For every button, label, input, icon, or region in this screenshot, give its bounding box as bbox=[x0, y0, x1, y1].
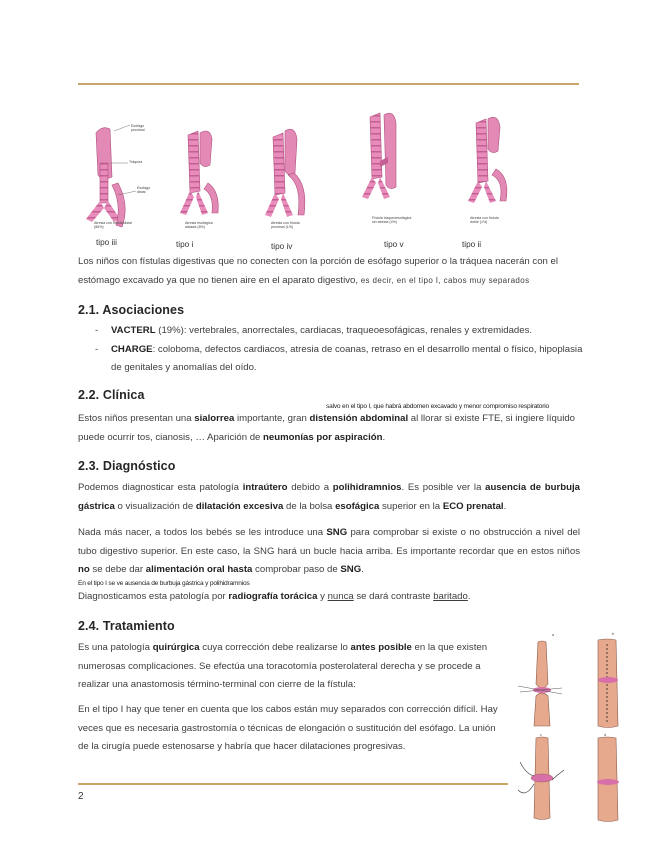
tipo-ii-diagram bbox=[468, 117, 507, 203]
diagnostico-paragraph-1: Podemos diagnosticar esta patología intraútero debido a polihidramnios. Es posible ver la ausencia de burbuja gástrica o visualización de dilatación excesiva de la bolsa esofágica superior en la ECO prenatal. bbox=[78, 482, 580, 512]
caption-tipo-ii: Atresia con fístula doble (1%) bbox=[470, 216, 499, 225]
page-number: 2 bbox=[78, 791, 84, 802]
section-tratamiento-title: 2.4. Tratamiento bbox=[78, 619, 175, 633]
list-item: - CHARGE: coloboma, defectos cardiacos, atresia de coanas, retraso en el desarrollo mental o físico, hipoplasia de genitales y anomalías del oído. bbox=[95, 341, 585, 378]
caption-tipo-iv: Atresia con fístula proximal (1%) bbox=[271, 221, 300, 230]
header-rule bbox=[78, 83, 579, 85]
callout-traquea: Tráquea bbox=[129, 160, 143, 164]
list-item: - VACTERL (19%): vertebrales, anorrectales, cardiacas, traqueoesofágicas, renales y extremidades. bbox=[95, 322, 585, 341]
tipo-iii-diagram bbox=[86, 128, 125, 227]
intro-handwritten-note: es decir, en el tipo I, cabos muy separados bbox=[360, 275, 530, 285]
surgery-label-b: b bbox=[612, 632, 614, 636]
label-tipo-iv: tipo iv bbox=[271, 242, 293, 251]
diagnostico-handwritten-note: En el tipo I se ve ausencia de burbuja gástrica y polihidramnios bbox=[78, 580, 250, 587]
clinica-paragraph: Estos niños presentan una sialorrea importante, gran distensión abdominal al llorar si existe FTE, si ingiere líquido puede ocurrir tos, cianosis, … Aparición de neumonías por aspiración. bbox=[78, 413, 576, 443]
tratamiento-paragraph-1: Es una patología quirúrgica cuya corrección debe realizarse lo antes posible en la que existen numerosas complicaciones. Se efectúa una toracotomía posterolateral derecha y se procede a realizar una anastomosis término-terminal con cierre de la fístula: bbox=[78, 642, 488, 690]
section-clinica-title: 2.2. Clínica bbox=[78, 388, 145, 402]
section-diagnostico-title: 2.3. Diagnóstico bbox=[78, 459, 176, 473]
label-tipo-ii: tipo ii bbox=[462, 240, 482, 249]
surgery-label-d: d bbox=[604, 733, 606, 737]
asociaciones-list bbox=[95, 322, 585, 378]
section-asociaciones-title: 2.1. Asociaciones bbox=[78, 303, 185, 317]
surgery-label-a: a bbox=[552, 633, 554, 637]
tipo-iv-diagram bbox=[265, 129, 305, 217]
callout-esofago-distal: Esófago distal bbox=[137, 186, 151, 195]
intro-paragraph: Los niños con fístulas digestivas que no conecten con la porción de esófago superior o la tráquea nacerán con el estómago excavado ya que no tienen aire en el aparato digestivo, es decir, en el tipo I, cabos muy separados bbox=[78, 256, 559, 286]
tipo-i-diagram bbox=[180, 131, 218, 215]
tipo-v-diagram bbox=[362, 113, 396, 199]
callout-esofago-proximal: Esófago proximal bbox=[131, 124, 145, 133]
caption-tipo-i: Atresia esofágica aislada (8%) bbox=[185, 221, 213, 230]
diagnostico-paragraph-2: Nada más nacer, a todos los bebés se les introduce una SNG para comprobar si existe o no obstrucción a nivel del tubo digestivo superior. En este caso, la SNG hará un bucle hacia arriba. Es importante recordar que en estos niños no se debe dar alimentación oral hasta comprobar paso de SNG. bbox=[78, 527, 581, 575]
surgery-label-c: c bbox=[540, 733, 542, 737]
caption-tipo-v: Fístula traqueoesofágica sin atresia (4%) bbox=[372, 216, 412, 225]
tratamiento-paragraph-2: En el tipo I hay que tener en cuenta que los cabos están muy separados con corrección difícil. Hay veces que es necesaria gastrostomía o técnicas de elongación o sustitución del esófago. La unión de la cirugía puede estenosarse y habría que hacer dilataciones progresivas. bbox=[78, 704, 498, 752]
caption-tipo-iii: Atresia con fístula distal (86%) bbox=[94, 221, 132, 230]
surgery-figure bbox=[514, 630, 630, 830]
label-tipo-v: tipo v bbox=[384, 240, 404, 249]
label-tipo-iii: tipo iii bbox=[96, 238, 117, 247]
clinica-handwritten-note: salvo en el tipo I, que habrá abdomen excavado y menor compromiso respiratorio bbox=[326, 403, 550, 410]
diagnostico-paragraph-3: Diagnosticamos esta patología por radiografía torácica y nunca se dará contraste baritado. bbox=[78, 591, 471, 602]
footer-rule bbox=[78, 783, 508, 785]
label-tipo-i: tipo i bbox=[176, 240, 194, 249]
